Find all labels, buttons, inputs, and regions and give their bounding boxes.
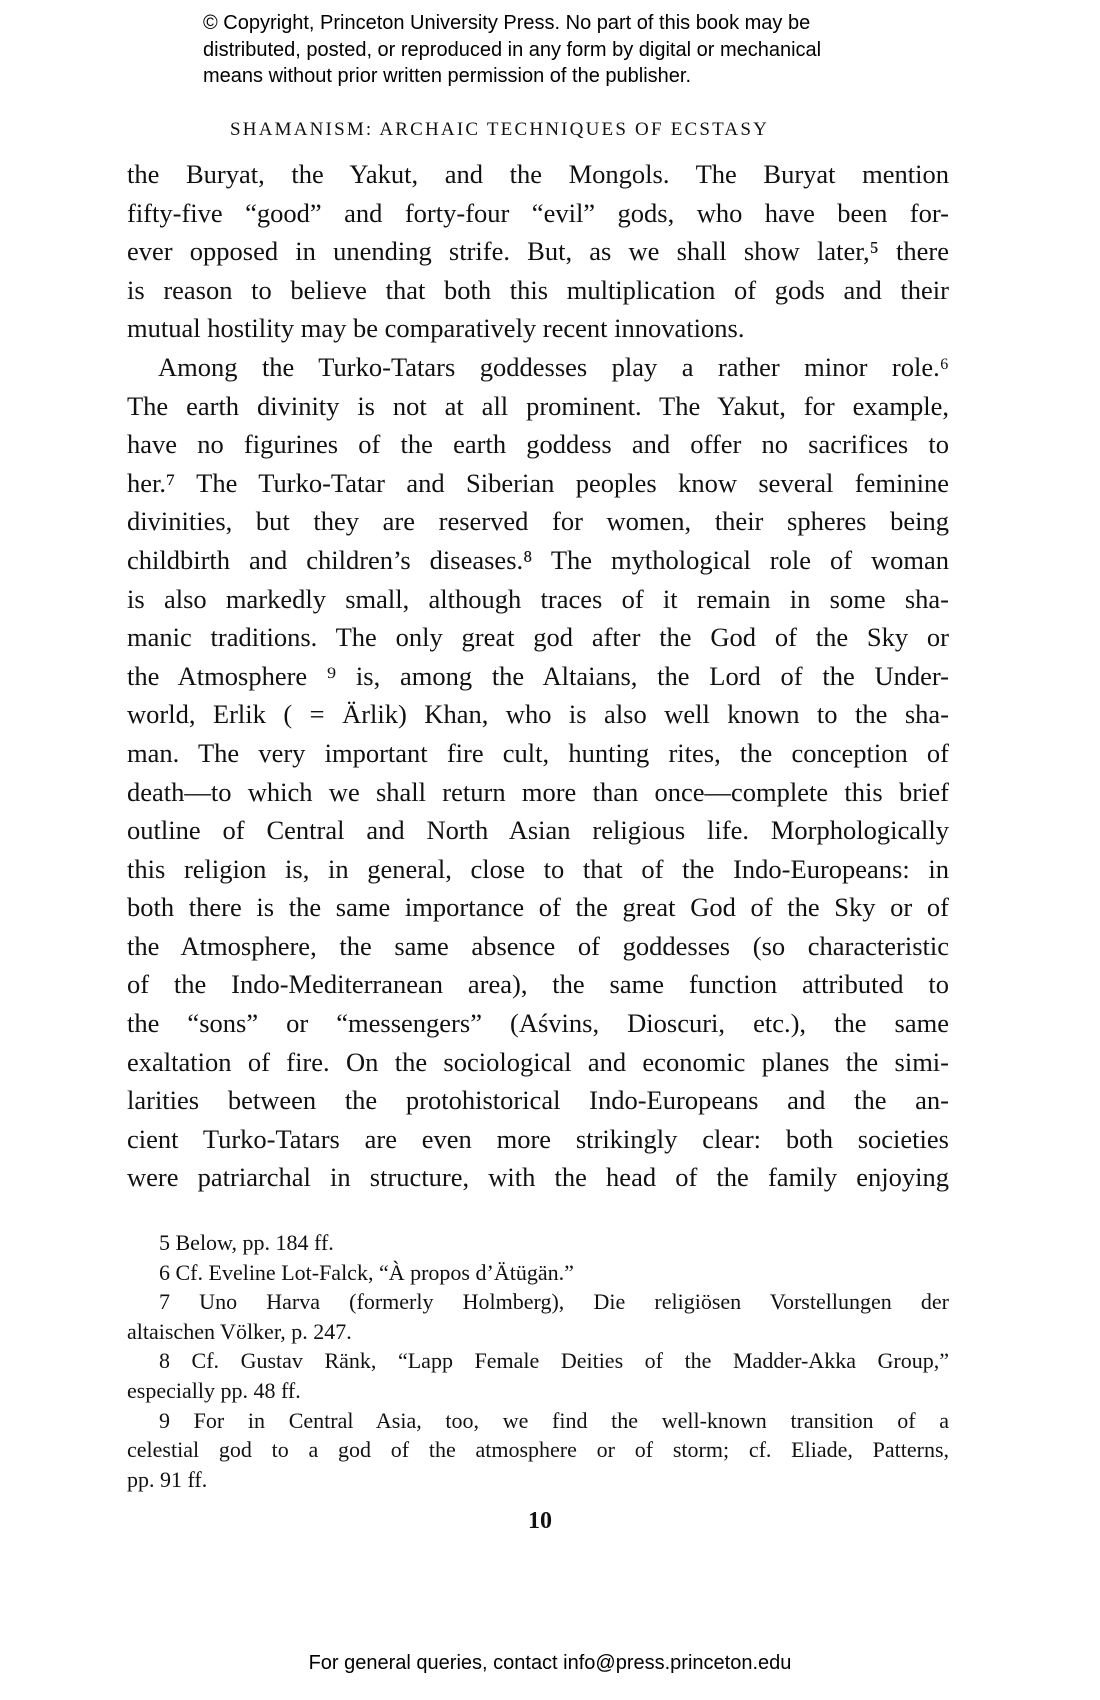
running-head: SHAMANISM: ARCHAIC TECHNIQUES OF ECSTASY [230,119,770,140]
text-line: the Buryat, the Yakut, and the Mongols. The Buryat mention [127,159,949,189]
text-line: Among the Turko-Tatars goddesses play a rather minor role.⁶ [158,351,949,382]
text-line: exaltation of fire. On the sociological and economic planes the simi- [127,1046,949,1077]
text-line: mutual hostility may be comparatively recent innovations. [127,313,745,344]
text-line: fifty-five “good” and forty-four “evil” gods, who have been for- [127,197,949,228]
text-line: were patriarchal in structure, with the head of the family enjoying [127,1162,949,1193]
text-line: the “sons” or “messengers” (Aśvins, Dioscuri, etc.), the same [127,1008,949,1039]
footnote-line: 8 Cf. Gustav Ränk, “Lapp Female Deities of the Madder-Akka Group,” [159,1348,949,1374]
text-line: the Atmosphere, the same absence of goddesses (so characteristic [127,930,949,961]
text-line: is also markedly small, although traces of it remain in some sha- [127,583,949,614]
footnote-line: altaischen Völker, p. 247. [127,1318,352,1344]
text-line: manic traditions. The only great god after the God of the Sky or [127,622,949,653]
copyright-line: © Copyright, Princeton University Press. No part of this book may be [203,12,811,34]
text-line: man. The very important fire cult, hunting rites, the conception of [127,737,949,768]
text-line: world, Erlik ( = Ärlik) Khan, who is also well known to the sha- [127,699,949,730]
copyright-notice [203,10,963,90]
page-number: 10 [528,1508,552,1534]
footnote-line: especially pp. 48 ff. [127,1377,301,1403]
copyright-line: means without prior written permission of the publisher. [203,65,692,87]
text-line: have no figurines of the earth goddess and offer no sacrifices to [127,429,949,460]
text-line: cient Turko-Tatars are even more strikingly clear: both societies [127,1123,949,1154]
text-line: childbirth and children’s diseases.⁸ The mythological role of woman [127,544,949,575]
copyright-line: distributed, posted, or reproduced in any form by digital or mechanical [203,38,822,61]
text-line: is reason to believe that both this multiplication of gods and their [127,274,949,305]
text-line: both there is the same importance of the great God of the Sky or of [127,892,949,923]
footnote-line: celestial god to a god of the atmosphere or of storm; cf. Eliade, Patterns, [127,1437,949,1463]
text-line: of the Indo-Mediterranean area), the same function attributed to [127,969,949,1000]
text-line: her.⁷ The Turko-Tatar and Siberian peoples know several feminine [127,467,949,498]
footnote-line: 7 Uno Harva (formerly Holmberg), Die religiösen Vorstellungen der [159,1289,949,1315]
body-text [127,155,949,1197]
footnote-line: pp. 91 ff. [127,1466,208,1492]
text-line: The earth divinity is not at all prominent. The Yakut, for example, [127,390,949,421]
footnote-line: 9 For in Central Asia, too, we find the well-known transition of a [159,1407,949,1433]
footnote-line: 6 Cf. Eveline Lot-Falck, “À propos d’Ätügän.” [159,1259,574,1285]
text-line: larities between the protohistorical Indo-Europeans and the an- [127,1085,949,1116]
text-line: divinities, but they are reserved for women, their spheres being [127,506,949,537]
text-line: this religion is, in general, close to that of the Indo-Europeans: in [127,853,949,884]
footnotes [127,1228,949,1494]
text-line: death—to which we shall return more than once—complete this brief [127,776,949,807]
text-line: outline of Central and North Asian religious life. Morphologically [127,815,949,846]
text-line: the Atmosphere ⁹ is, among the Altaians, the Lord of the Under- [127,660,949,691]
text-line: ever opposed in unending strife. But, as we shall show later,⁵ there [127,236,949,267]
footnote-line: 5 Below, pp. 184 ff. [159,1230,334,1255]
contact-footer: For general queries, contact info@press.princeton.edu [308,1652,792,1674]
